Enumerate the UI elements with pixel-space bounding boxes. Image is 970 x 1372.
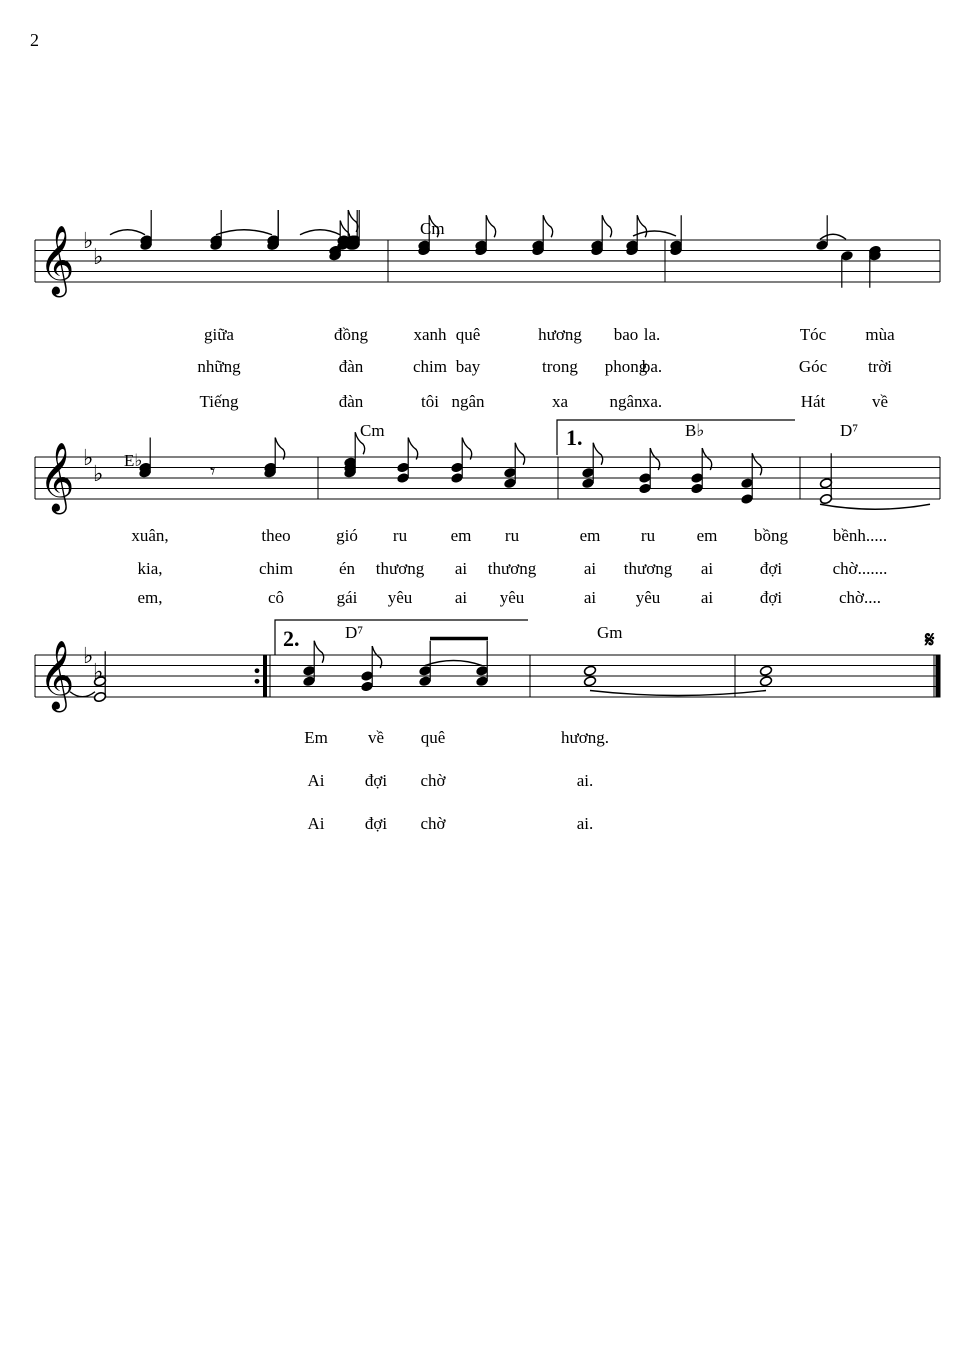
- lyric-syllable: đợi: [364, 771, 388, 790]
- chord-symbol: Cm: [360, 421, 385, 440]
- tie: [820, 504, 930, 509]
- second-ending-bracket: [275, 620, 528, 655]
- lyric-syllable: quê: [420, 728, 446, 747]
- lyric-syllable: trong: [542, 357, 578, 376]
- staff-lines: [35, 240, 940, 697]
- lyric-syllable: đàn: [338, 392, 364, 411]
- lyric-syllable: đợi: [364, 814, 388, 833]
- lyric-syllable: về: [367, 728, 385, 747]
- lyric-syllable: em: [450, 526, 472, 545]
- flat-sign-icon: ♭: [83, 228, 94, 253]
- lyric-syllable: hương: [538, 325, 582, 344]
- lyric-syllable: xuân,: [131, 526, 169, 545]
- treble-clef-icon: 𝄞: [39, 227, 75, 293]
- note-flag: [543, 215, 553, 237]
- note-flag: [372, 646, 382, 668]
- lyric-syllable: giữa: [204, 325, 234, 344]
- lyric-syllable: ngân: [451, 392, 485, 411]
- lyric-syllable: ai: [700, 559, 714, 578]
- lyric-syllable: chờ....: [838, 588, 882, 607]
- lyric-syllable: chim: [413, 357, 447, 376]
- flat-sign-icon: ♭: [93, 461, 104, 486]
- lyric-syllable: yêu: [635, 588, 661, 607]
- note-flag: [348, 210, 358, 232]
- flat-sign-icon: ♭: [93, 244, 104, 269]
- lyric-syllable: ru: [392, 526, 408, 545]
- lyric-syllable: ai: [700, 588, 714, 607]
- lyric-syllable: đợi: [759, 559, 783, 578]
- note-flag: [602, 215, 612, 237]
- lyric-syllable: chờ: [420, 814, 446, 833]
- note-flag: [593, 443, 603, 465]
- tie: [820, 234, 846, 239]
- lyric-syllable: xanh: [413, 325, 447, 344]
- lyric-syllable: bồng: [754, 526, 788, 545]
- lyric-syllable: Hát: [800, 392, 826, 411]
- lyric-syllable: ru: [640, 526, 656, 545]
- treble-clef-icon: 𝄞: [39, 642, 75, 708]
- beam: [430, 637, 488, 641]
- lyric-syllable: đợi: [759, 588, 783, 607]
- ending-number: 1.: [566, 425, 583, 450]
- lyric-syllable: bao: [613, 325, 639, 344]
- hollow-notehead: [583, 676, 596, 687]
- lyric-syllable: chờ.......: [832, 559, 888, 578]
- lyric-syllable: thương: [487, 559, 537, 578]
- lyric-syllable: em: [696, 526, 718, 545]
- lyric-syllable: gái: [336, 588, 358, 607]
- note-flag: [408, 438, 418, 460]
- note-flag: [515, 443, 525, 465]
- lyric-syllable: chim: [259, 559, 293, 578]
- tie: [300, 230, 340, 235]
- chord-symbol: D⁷: [840, 421, 859, 440]
- lyric-syllable: Em: [304, 728, 328, 747]
- hollow-notehead: [759, 665, 772, 676]
- segno-icon: 𝄋: [925, 627, 935, 652]
- lyric-syllable: về: [871, 392, 889, 411]
- lyric-syllable: ai: [583, 588, 597, 607]
- chord-symbol: B♭: [685, 421, 705, 440]
- lyric-syllable: Ai: [307, 771, 325, 790]
- tie: [590, 691, 766, 696]
- lyric-syllable: bềnh.....: [832, 526, 888, 545]
- lyric-syllable: ai: [583, 559, 597, 578]
- tie: [633, 231, 676, 236]
- lyric-syllable: ai: [454, 559, 468, 578]
- chord-symbol: Cm: [420, 219, 445, 238]
- lyric-syllable: bay: [455, 357, 481, 376]
- hollow-notehead: [583, 665, 596, 676]
- tie: [110, 230, 145, 235]
- lyric-syllable: quê: [455, 325, 481, 344]
- note-flag: [314, 641, 324, 663]
- lyric-syllable: theo: [261, 526, 291, 545]
- eighth-rest-icon: 𝄾: [210, 461, 216, 483]
- note-flag: [462, 438, 472, 460]
- lyric-syllable: Ai: [307, 814, 325, 833]
- lyric-syllable: én: [338, 559, 356, 578]
- lyric-syllable: Tiếng: [199, 392, 239, 411]
- lyric-syllable: xa.: [641, 392, 663, 411]
- lyric-syllable: những: [197, 357, 241, 376]
- lyric-syllable: Góc: [798, 357, 828, 376]
- lyric-syllable: ai.: [576, 814, 594, 833]
- lyric-syllable: la.: [643, 325, 661, 344]
- note-flag: [702, 448, 712, 470]
- lyric-syllable: phong: [604, 357, 648, 376]
- lyric-syllable: ba.: [641, 357, 663, 376]
- notation: [70, 210, 930, 703]
- final-barline-thick: [936, 655, 940, 697]
- lyric-syllable: đàn: [338, 357, 364, 376]
- note-flag: [275, 438, 285, 460]
- lyric-syllable: thương: [375, 559, 425, 578]
- tie: [216, 230, 272, 235]
- lyric-syllable: xa: [551, 392, 569, 411]
- treble-clef-icon: 𝄞: [39, 444, 75, 510]
- repeat-thick-bar: [263, 655, 267, 697]
- lyric-syllable: đồng: [334, 325, 368, 344]
- lyric-syllable: thương: [623, 559, 673, 578]
- chord-symbol: D⁷: [345, 623, 364, 642]
- lyric-syllable: kia,: [137, 559, 163, 578]
- flat-sign-icon: ♭: [93, 659, 104, 684]
- chord-symbol: Gm: [597, 623, 623, 642]
- lyric-syllable: em,: [137, 588, 163, 607]
- page-number: 2: [30, 30, 39, 50]
- hollow-notehead: [759, 676, 772, 687]
- repeat-dot: [255, 679, 260, 684]
- flat-sign-icon: ♭: [83, 445, 94, 470]
- lyric-syllable: hương.: [561, 728, 609, 747]
- tie: [425, 661, 482, 666]
- lyric-syllable: gió: [336, 526, 358, 545]
- lyric-syllable: yêu: [499, 588, 525, 607]
- lyric-syllable: ai: [454, 588, 468, 607]
- lyric-syllable: mùa: [865, 325, 895, 344]
- lyric-syllable: chờ: [420, 771, 446, 790]
- ending-number: 2.: [283, 626, 300, 651]
- note-flag: [650, 448, 660, 470]
- lyric-syllable: ngân: [609, 392, 643, 411]
- lyric-syllable: em: [579, 526, 601, 545]
- note-flag: [486, 215, 496, 237]
- lyric-syllable: cô: [267, 588, 285, 607]
- flat-sign-icon: ♭: [83, 643, 94, 668]
- lyric-syllable: tôi: [421, 392, 439, 411]
- lyric-syllable: ru: [504, 526, 520, 545]
- lyric-syllable: ai.: [576, 771, 594, 790]
- repeat-dot: [255, 668, 260, 673]
- lyric-syllable: Tóc: [799, 325, 827, 344]
- lyric-syllable: yêu: [387, 588, 413, 607]
- lyric-syllable: trời: [867, 357, 893, 376]
- chord-symbol: E♭: [124, 451, 143, 470]
